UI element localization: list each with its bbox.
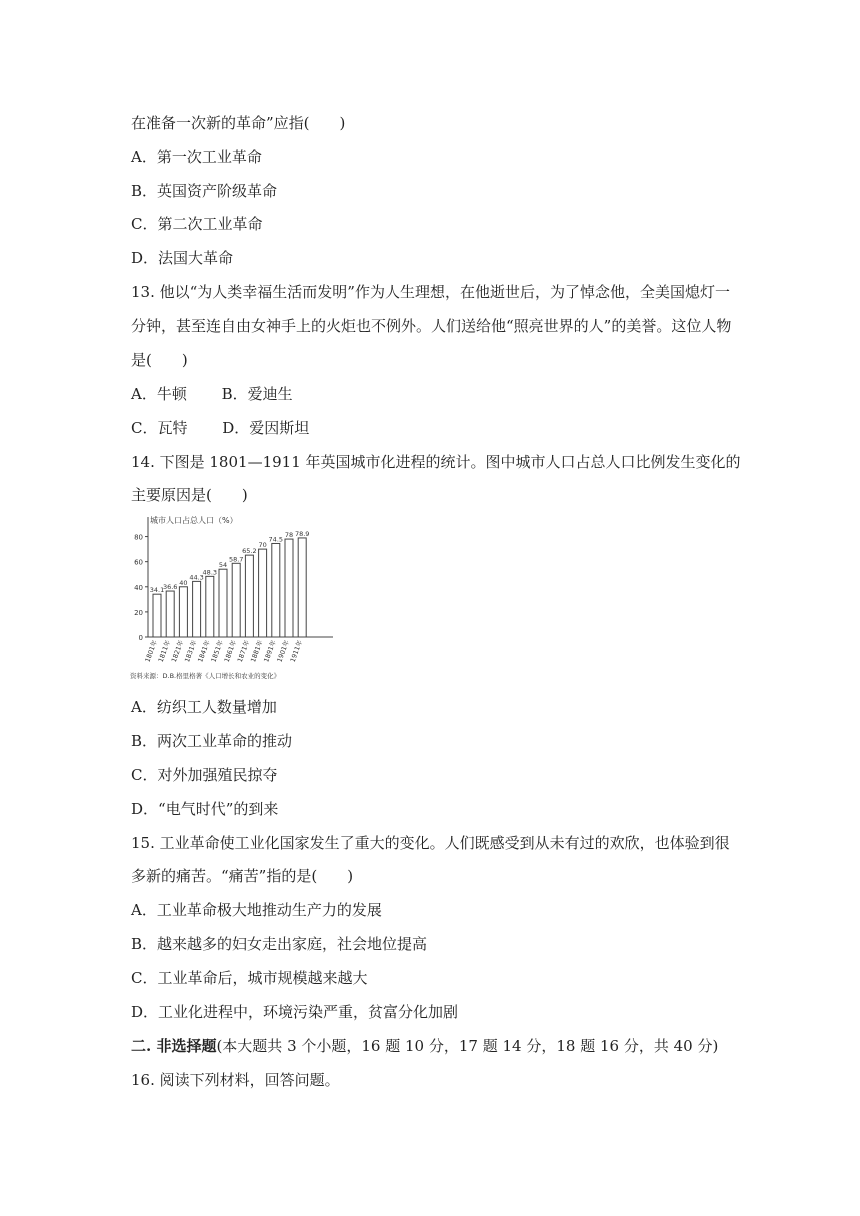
q15-stem-1: 15. 工业革命使工业化国家发生了重大的变化。人们既感受到从未有过的欢欣，也体验到很: [131, 834, 730, 852]
q13-options-ab: A．牛顿 B．爱迪生: [131, 385, 293, 403]
bar-value-label: 36.6: [162, 583, 178, 592]
x-tick-label: 1841年: [196, 638, 212, 664]
q15-option-b: B．越来越多的妇女走出家庭，社会地位提高: [131, 935, 428, 953]
q14-option-b: B．两次工业革命的推动: [131, 732, 293, 750]
bar-value-label: 34.1: [149, 586, 165, 595]
chart-source: 资料来源：D.B.格里格著《人口增长和农业的变化》: [130, 672, 281, 680]
bar: [298, 538, 306, 637]
x-tick-label: 1821年: [169, 638, 186, 664]
q16-stem: 16. 阅读下列材料，回答问题。: [131, 1071, 340, 1089]
q13-options-cd: C．瓦特 D．爱因斯坦: [131, 419, 310, 437]
section-two-title: 二. 非选择题: [131, 1037, 217, 1055]
q14-option-c: C．对外加强殖民掠夺: [131, 766, 278, 784]
x-tick-label: 1861年: [222, 638, 239, 664]
q15-option-a: A．工业革命极大地推动生产力的发展: [131, 901, 382, 919]
section-two-note: (本大题共 3 个小题，16 题 10 分，17 题 14 分，18 题 16 分，共 40 分): [216, 1037, 719, 1055]
y-tick-label: 20: [134, 608, 143, 617]
y-tick-label: 0: [138, 634, 143, 642]
bar-value-label: 65.2: [242, 547, 257, 556]
bar-value-label: 54: [218, 561, 228, 570]
q15-option-c: C．工业革命后，城市规模越来越大: [131, 969, 368, 987]
bar-value-label: 78: [284, 531, 294, 540]
q12-option-c: C．第二次工业革命: [131, 215, 263, 233]
q12-option-b: B．英国资产阶级革命: [131, 182, 278, 200]
bar-value-label: 58.7: [228, 555, 244, 564]
q14-stem-2: 主要原因是( ): [131, 486, 248, 504]
y-tick-label: 80: [134, 533, 143, 542]
bar: [219, 569, 227, 637]
q15-option-d: D．工业化进程中，环境污染严重，贫富分化加剧: [131, 1003, 459, 1021]
bar: [193, 581, 201, 637]
y-tick-label: 60: [134, 558, 143, 567]
bar-value-label: 70: [258, 541, 267, 550]
x-tick-label: 1811年: [156, 638, 173, 664]
x-tick-label: 1901年: [275, 638, 291, 664]
q12-option-a: A．第一次工业革命: [131, 148, 262, 166]
x-tick-label: 1801年: [143, 638, 159, 664]
chart-title: 城市人口占总人口（%）: [150, 516, 238, 525]
bar-value-label: 74.5: [268, 535, 284, 544]
bar-value-label: 78.9: [294, 529, 310, 538]
bar: [272, 543, 280, 637]
bar: [153, 594, 161, 637]
x-tick-label: 1891年: [262, 638, 278, 664]
x-tick-label: 1831年: [183, 638, 199, 664]
x-tick-label: 1871年: [235, 638, 252, 664]
q15-stem-2: 多新的痛苦。“痛苦”指的是( ): [131, 867, 354, 885]
urbanization-bar-chart: [128, 514, 340, 684]
q12-stem-end: 在准备一次新的革命”应指( ): [131, 114, 346, 132]
bar: [179, 587, 187, 637]
q14-option-d: D．“电气时代”的到来: [131, 800, 279, 818]
x-tick-label: 1911年: [288, 638, 305, 664]
bar: [166, 591, 174, 637]
bar-value-label: 48.3: [202, 568, 218, 577]
q13-stem-3: 是( ): [131, 351, 188, 369]
bar-value-label: 44.3: [189, 573, 204, 582]
x-tick-label: 1881年: [249, 638, 265, 664]
q14-stem-1: 14. 下图是 1801—1911 年英国城市化进程的统计。图中城市人口占总人口比例发生变化的: [131, 453, 741, 471]
q12-option-d: D．法国大革命: [131, 249, 234, 267]
bar: [232, 563, 240, 637]
q13-stem-2: 分钟，甚至连自由女神手上的火炬也不例外。人们送给他“照亮世界的人”的美誉。这位人物: [131, 317, 732, 335]
bar: [245, 555, 253, 637]
bar-value-label: 40: [179, 578, 188, 587]
x-tick-label: 1851年: [209, 638, 225, 664]
q14-option-a: A．纺织工人数量增加: [131, 698, 277, 716]
bar: [285, 539, 293, 637]
bar: [206, 576, 214, 637]
bar: [259, 549, 267, 637]
y-tick-label: 40: [134, 583, 143, 592]
q13-stem-1: 13. 他以“为人类幸福生活而发明”作为人生理想，在他逝世后，为了悼念他，全美国熄灯一: [131, 283, 730, 301]
section-two-heading: [131, 1036, 718, 1056]
